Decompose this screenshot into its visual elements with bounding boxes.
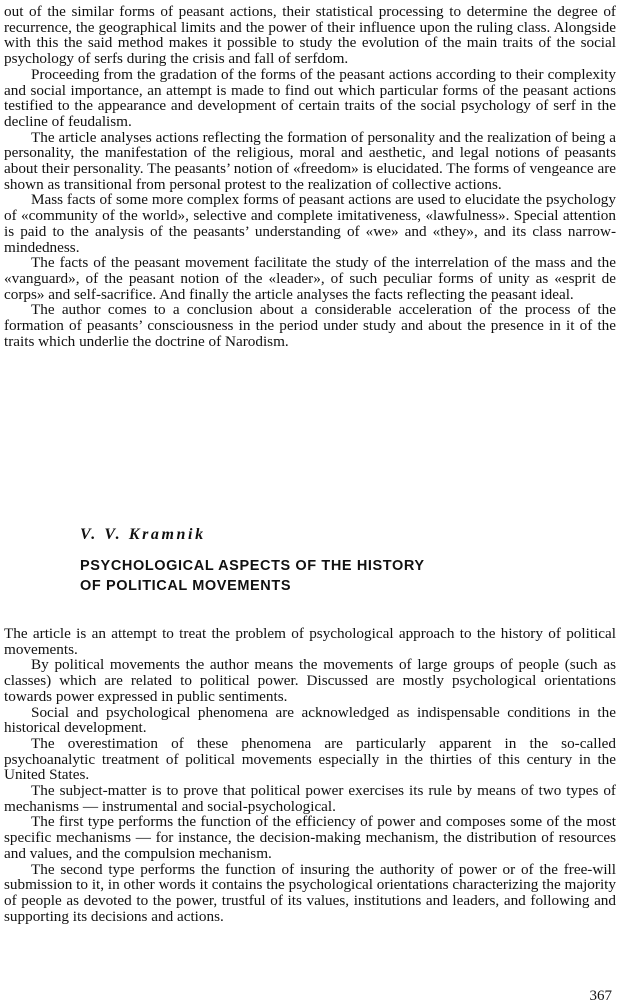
paragraph: Mass facts of some more complex forms of peasant actions are used to elucidate the psychology of «community of the world», selective and complete imitativeness, «lawfulness». Special attention is paid to the analysis of the peasants’ understanding of «we» and «they», and its class narrow-mindedness. [4, 191, 616, 256]
paragraph: out of the similar forms of peasant actions, their statistical processing to determine the degree of recurrence, the geographical limits and the power of their influence upon the ruling class. Alongside with this the said method makes it possible to study the evolution of the main traits of the social psychology of serfs during the crisis and fall of serfdom. [4, 3, 616, 68]
article-title-line: OF POLITICAL MOVEMENTS [80, 578, 292, 594]
paragraph: The article analyses actions reflecting the formation of personality and the realization of being a personality, the manifestation of the religious, moral and aesthetic, and legal notions of peasants about their personality. The peasants’ notion of «freedom» is elucidated. The forms of vengeance are shown as transitional from personal protest to the realization of collective actions. [4, 128, 616, 193]
paragraph: Social and psychological phenomena are acknowledged as indispensable conditions in the historical development. [4, 703, 616, 737]
paragraph: By political movements the author means the movements of large groups of people (such as classes) which are related to political power. Discussed are mostly psychological orientations towards power expressed in public sentiments. [4, 656, 616, 705]
paragraph: The facts of the peasant movement facilitate the study of the interrelation of the mass and the «vanguard», of the peasant notion of the «leader», of such peculiar forms of unity as «esprit de corps» and self-sacrifice. And finally the article analyses the facts reflecting the peasant ideal. [4, 254, 616, 303]
article-title-line: PSYCHOLOGICAL ASPECTS OF THE HISTORY [80, 558, 425, 574]
article-abstract [4, 626, 616, 924]
paragraph: The article is an attempt to treat the problem of psychological approach to the history of political movements. [4, 625, 616, 658]
paragraph: The overestimation of these phenomena are particularly apparent in the so-called psychoanalytic treatment of political movements especially in the thirties of this century in the United States. [4, 734, 616, 784]
paragraph: The subject-matter is to prove that political power exercises its rule by means of two types of mechanisms — instrumental and social-psychological. [4, 782, 616, 815]
paragraph: The author comes to a conclusion about a considerable acceleration of the process of the formation of peasants’ consciousness in the period under study and about the presence in it of the traits which underlie the doctrine of Narodism. [4, 301, 616, 350]
article-title [80, 556, 425, 596]
page-number: 367 [589, 988, 612, 1004]
article-author: V. V. Kramnik [80, 526, 206, 543]
previous-article-abstract [4, 4, 616, 349]
paragraph: Proceeding from the gradation of the forms of the peasant actions according to their complexity and social importance, an attempt is made to find out which particular forms of the peasant actions testified to the appearance and development of certain traits of the social psychology of serf in the decline of feudalism. [4, 65, 616, 130]
paragraph: The first type performs the function of the efficiency of power and composes some of the most specific mechanisms — for instance, the decision-making mechanism, the distribution of resources and values, and the compulsion mechanism. [4, 813, 616, 862]
paragraph: The second type performs the function of insuring the authority of power or of the free-will submission to it, in other words it contains the psychological orientations characterizing the majority of people as devoted to the power, trustful of its values, institutions and leaders, and following and supporting its decisions and actions. [4, 860, 616, 925]
